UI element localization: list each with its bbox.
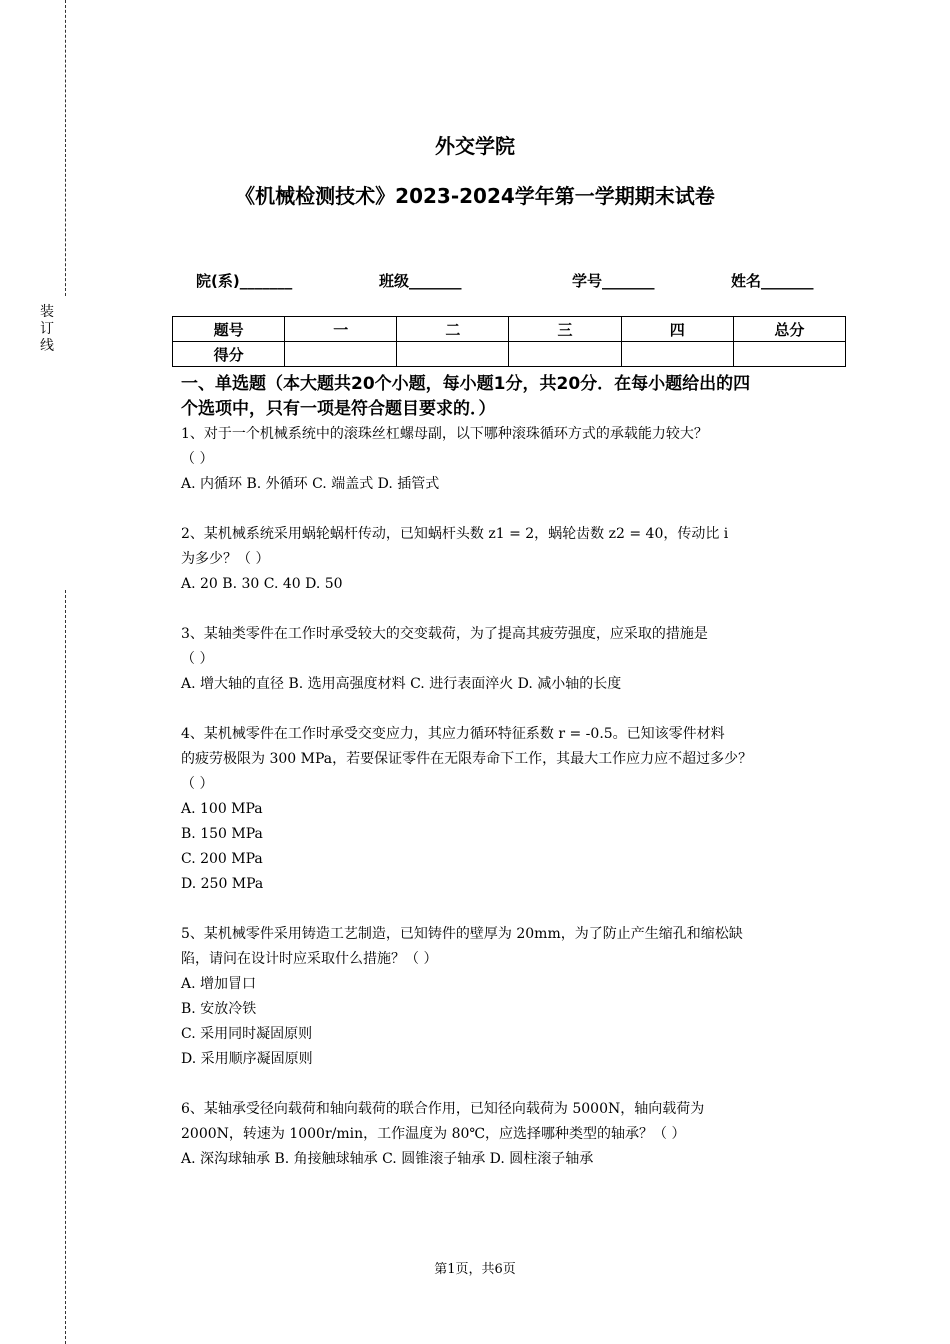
score-header-cell: 四 bbox=[621, 317, 733, 342]
section-heading-line: 个选项中，只有一项是符合题目要求的．） bbox=[181, 399, 496, 419]
question-options: A. 深沟球轴承 B. 角接触球轴承 C. 圆锥滚子轴承 D. 圆柱滚子轴承 bbox=[181, 1151, 594, 1167]
binding-char: 线 bbox=[40, 338, 54, 354]
question-list bbox=[181, 422, 846, 1172]
score-header-cell: 题号 bbox=[173, 317, 285, 342]
question-text: 陷，请问在设计时应采取什么措施？（ ） bbox=[181, 951, 438, 967]
score-table bbox=[172, 316, 846, 367]
score-table-header-row bbox=[173, 317, 846, 342]
question-option: C. 200 MPa bbox=[181, 851, 263, 867]
class-field: 班级_______ bbox=[379, 272, 462, 290]
question-text: 2、某机械系统采用蜗轮蜗杆传动，已知蜗杆头数 z1 = 2，蜗轮齿数 z2 = 40，传动比 i bbox=[181, 526, 729, 542]
question-4 bbox=[181, 722, 846, 897]
question-text: 4、某机械零件在工作时承受交变应力，其应力循环特征系数 r = -0.5。已知该零件材料 bbox=[181, 726, 725, 742]
score-header-cell: 总分 bbox=[733, 317, 845, 342]
binding-char: 订 bbox=[40, 321, 54, 337]
binding-char: 装 bbox=[40, 304, 54, 320]
score-header-cell: 二 bbox=[397, 317, 509, 342]
page-number: 第1页，共6页 bbox=[434, 1262, 516, 1277]
question-text: 3、某轴类零件在工作时承受较大的交变载荷，为了提高其疲劳强度，应采取的措施是 bbox=[181, 626, 708, 642]
question-option: A. 增加冒口 bbox=[181, 976, 257, 992]
score-table-score-row bbox=[173, 342, 846, 367]
student-id-field: 学号_______ bbox=[572, 272, 655, 290]
question-text: 1、对于一个机械系统中的滚珠丝杠螺母副，以下哪种滚珠循环方式的承载能力较大？ bbox=[181, 426, 708, 442]
section-one-heading bbox=[181, 372, 841, 422]
question-option: D. 采用顺序凝固原则 bbox=[181, 1051, 313, 1067]
question-spacer bbox=[181, 897, 846, 922]
question-options: A. 内循环 B. 外循环 C. 端盖式 D. 插管式 bbox=[181, 476, 440, 492]
question-text: （ ） bbox=[181, 651, 214, 667]
question-2 bbox=[181, 522, 846, 597]
question-text: 6、某轴承受径向载荷和轴向载荷的联合作用，已知径向载荷为 5000N，轴向载荷为 bbox=[181, 1101, 705, 1117]
score-cell bbox=[621, 342, 733, 367]
score-header-cell: 三 bbox=[509, 317, 621, 342]
question-text: 的疲劳极限为 300 MPa，若要保证零件在无限寿命下工作，其最大工作应力应不超过多少？ bbox=[181, 751, 753, 767]
score-cell bbox=[509, 342, 621, 367]
name-field: 姓名_______ bbox=[731, 272, 814, 290]
score-header-cell: 一 bbox=[285, 317, 397, 342]
question-text: 5、某机械零件采用铸造工艺制造，已知铸件的壁厚为 20mm，为了防止产生缩孔和缩松缺 bbox=[181, 926, 743, 942]
question-option: B. 150 MPa bbox=[181, 826, 263, 842]
question-options: A. 20 B. 30 C. 40 D. 50 bbox=[181, 576, 343, 592]
score-cell bbox=[397, 342, 509, 367]
question-text: 2000N，转速为 1000r/min，工作温度为 80℃，应选择哪种类型的轴承？（ ） bbox=[181, 1126, 686, 1142]
score-row-label: 得分 bbox=[173, 342, 285, 367]
section-heading-line: 一、单选题（本大题共20个小题，每小题1分，共20分．在每小题给出的四 bbox=[181, 374, 751, 394]
question-spacer bbox=[181, 697, 846, 722]
exam-title: 《机械检测技术》2023-2024学年第一学期期末试卷 bbox=[235, 184, 715, 208]
question-3 bbox=[181, 622, 846, 697]
question-option: B. 安放冷铁 bbox=[181, 1001, 257, 1017]
binding-label bbox=[38, 304, 56, 355]
question-option: C. 采用同时凝固原则 bbox=[181, 1026, 313, 1042]
question-option: A. 100 MPa bbox=[181, 801, 263, 817]
question-text: （ ） bbox=[181, 776, 214, 792]
score-cell bbox=[733, 342, 845, 367]
question-text: 为多少？（ ） bbox=[181, 551, 270, 567]
department-field: 院(系)_______ bbox=[196, 272, 293, 290]
binding-line-bottom bbox=[65, 590, 66, 1344]
question-options: A. 增大轴的直径 B. 选用高强度材料 C. 进行表面淬火 D. 减小轴的长度 bbox=[181, 676, 622, 692]
school-name: 外交学院 bbox=[435, 134, 515, 158]
question-option: D. 250 MPa bbox=[181, 876, 264, 892]
question-spacer bbox=[181, 497, 846, 522]
score-cell bbox=[285, 342, 397, 367]
question-text: （ ） bbox=[181, 451, 214, 467]
question-spacer bbox=[181, 1072, 846, 1097]
question-5 bbox=[181, 922, 846, 1072]
question-spacer bbox=[181, 597, 846, 622]
question-1 bbox=[181, 422, 846, 497]
question-6 bbox=[181, 1097, 846, 1172]
